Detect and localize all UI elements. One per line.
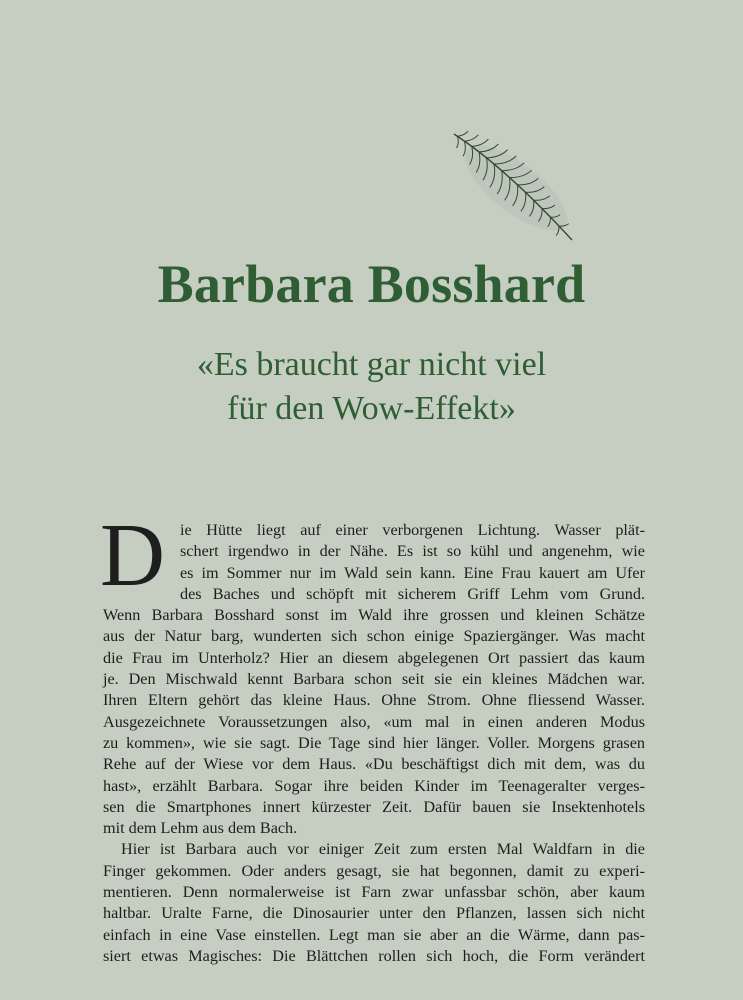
article-body <box>100 506 645 967</box>
drop-cap: D <box>100 506 165 605</box>
body-line: ie Hütte liegt auf einer verborgenen Lichtung. Wasser plät- <box>180 521 645 539</box>
body-line: Rehe auf der Wiese vor dem Haus. «Du beschäftigst dich mit dem, was du <box>103 755 645 774</box>
body-line: Finger gekommen. Oder anders gesagt, sie hat begonnen, damit zu experi- <box>103 861 645 880</box>
body-line: des Baches und schöpft mit sicherem Griff Lehm vom Grund. <box>180 584 645 603</box>
body-line: hast», erzählt Barbara. Sogar ihre beiden Kinder im Teenageralter verges- <box>103 776 645 795</box>
body-line: einfach in eine Vase einstellen. Legt man sie aber an die Wärme, dann pas- <box>103 925 645 944</box>
subtitle-line-1: «Es braucht gar nicht viel <box>196 346 547 383</box>
body-line: mentieren. Denn normalerweise ist Farn zwar unfassbar schön, aber kaum <box>103 883 645 902</box>
body-line: mit dem Lehm aus dem Bach. <box>103 819 298 838</box>
body-line: Ausgezeichnete Voraussetzungen also, «um mal in einen anderen Modus <box>103 712 645 731</box>
body-line: die Frau im Unterholz? Hier an diesem abgelegenen Ort passiert das kaum <box>103 648 645 667</box>
body-line: schert irgendwo in der Nähe. Es ist so kühl und angenehm, wie <box>180 542 645 561</box>
subtitle-line-2: für den Wow-Effekt» <box>227 390 516 427</box>
body-line: sen die Smartphones innert kürzester Zeit. Dafür bauen sie Insektenhotels <box>103 797 645 816</box>
fern-illustration-icon <box>446 128 584 246</box>
fern-leaflet <box>463 141 465 156</box>
article-subtitle <box>0 343 743 431</box>
body-line: aus der Natur barg, wunderten sich schon einige Spaziergänger. Was macht <box>103 627 645 646</box>
body-line: je. Den Mischwald kennt Barbara schon seit sie ein kleines Mädchen war. <box>103 670 645 689</box>
fern-leaflet <box>457 136 459 148</box>
article-title: Barbara Bosshard <box>157 254 586 314</box>
fern-leaflet <box>465 135 479 141</box>
body-line: haltbar. Uralte Farne, die Dinosaurier unter den Pflanzen, lassen sich nicht <box>103 904 645 923</box>
body-line: Hier ist Barbara auch vor einiger Zeit zum ersten Mal Waldfarn in die <box>121 840 645 859</box>
fern-leaflet <box>472 139 489 146</box>
fern-leaflet <box>458 131 469 136</box>
body-line: zu kommen», wie sie sagt. Die Tage sind hier länger. Voller. Morgens grasen <box>103 733 645 752</box>
body-line: Ihren Eltern gehört das kleine Haus. Ohne Strom. Ohne fliessend Wasser. <box>103 691 645 710</box>
body-line: es im Sommer nur im Wald sein kann. Eine Frau kauert am Ufer <box>180 563 645 582</box>
body-line: Wenn Barbara Bosshard sonst im Wald ihre grossen und kleinen Schätze <box>103 606 645 625</box>
body-line: siert etwas Magisches: Die Blättchen rollen sich hoch, die Form verändert <box>103 946 645 965</box>
